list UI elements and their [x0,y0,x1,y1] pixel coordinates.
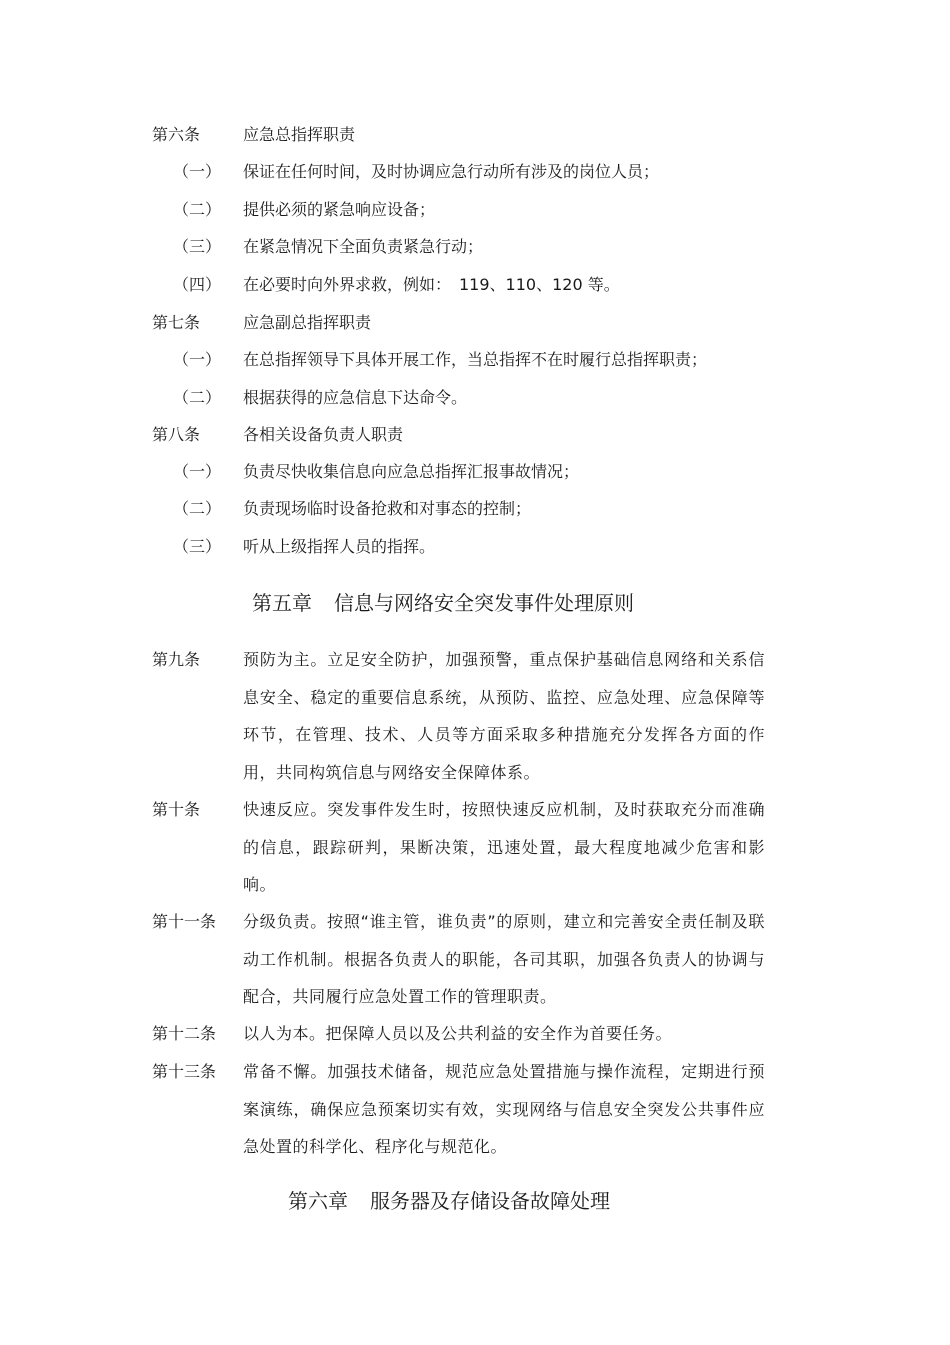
chapter-5-title: 信息与网络安全突发事件处理原则 [334,591,634,615]
article-9-label: 第九条 [152,650,201,669]
article-7-item-2-text: 根据获得的应急信息下达命令。 [243,388,468,407]
article-12-label: 第十二条 [152,1024,217,1043]
article-7-item-1-num: （一） [173,350,222,369]
chapter-5-number: 第五章 [252,591,312,615]
article-6-item-1-num: （一） [173,162,222,181]
article-6-item-1-text: 保证在任何时间，及时协调应急行动所有涉及的岗位人员； [243,162,660,181]
article-7-item-2-num: （二） [173,388,222,407]
article-7-item-1-text: 在总指挥领导下具体开展工作，当总指挥不在时履行总指挥职责； [243,350,708,369]
article-6-item-2-text: 提供必须的紧急响应设备； [243,200,436,219]
article-8-item-3-text: 听从上级指挥人员的指挥。 [243,537,436,556]
article-7-title: 应急副总指挥职责 [243,313,372,332]
article-8-item-3-num: （三） [173,537,222,556]
article-6-item-4-num: （四） [173,275,222,294]
article-10-label: 第十条 [152,800,201,819]
chapter-6-heading [288,1188,610,1214]
article-6-item-4-text: 在必要时向外界求救，例如： 119、110、120 等。 [243,275,620,294]
article-12-text: 以人为本。把保障人员以及公共利益的安全作为首要任务。 [243,1024,673,1043]
article-6-title: 应急总指挥职责 [243,125,356,144]
article-8-item-1-num: （一） [173,462,222,481]
chapter-6-title: 服务器及存储设备故障处理 [370,1189,610,1213]
chapter-6-number: 第六章 [288,1189,348,1213]
article-13-text: 常备不懈。加强技术储备，规范应急处置措施与操作流程，定期进行预案演练，确保应急预案切实有效，实现网络与信息安全突发公共事件应急处置的科学化、程序化与规范化。 [243,1062,765,1156]
article-6-item-2-num: （二） [173,200,222,219]
article-8-item-1-text: 负责尽快收集信息向应急总指挥汇报事故情况； [243,462,580,481]
article-8-label: 第八条 [152,425,201,444]
article-11-text: 分级负责。按照“谁主管，谁负责”的原则，建立和完善安全责任制及联动工作机制。根据各负责人的职能，各司其职，加强各负责人的协调与配合，共同履行应急处置工作的管理职责。 [243,912,765,1006]
article-7-label: 第七条 [152,313,201,332]
article-13-label: 第十三条 [152,1062,217,1081]
article-6-label: 第六条 [152,125,201,144]
article-10-text: 快速反应。突发事件发生时，按照快速反应机制，及时获取充分而准确的信息，跟踪研判，果断决策，迅速处置，最大程度地减少危害和影响。 [243,800,765,894]
article-8-title: 各相关设备负责人职责 [243,425,404,444]
article-8-item-2-text: 负责现场临时设备抢救和对事态的控制； [243,499,532,518]
article-8-item-2-num: （二） [173,499,222,518]
article-6-item-3-num: （三） [173,237,222,256]
chapter-5-heading [252,590,634,616]
article-6-item-3-text: 在紧急情况下全面负责紧急行动； [243,237,484,256]
article-9-text: 预防为主。立足安全防护，加强预警，重点保护基础信息网络和关系信息安全、稳定的重要信息系统，从预防、监控、应急处理、应急保障等环节，在管理、技术、人员等方面采取多种措施充分发挥各方面的作用，共同构筑信息与网络安全保障体系。 [243,650,765,782]
article-11-label: 第十一条 [152,912,217,931]
